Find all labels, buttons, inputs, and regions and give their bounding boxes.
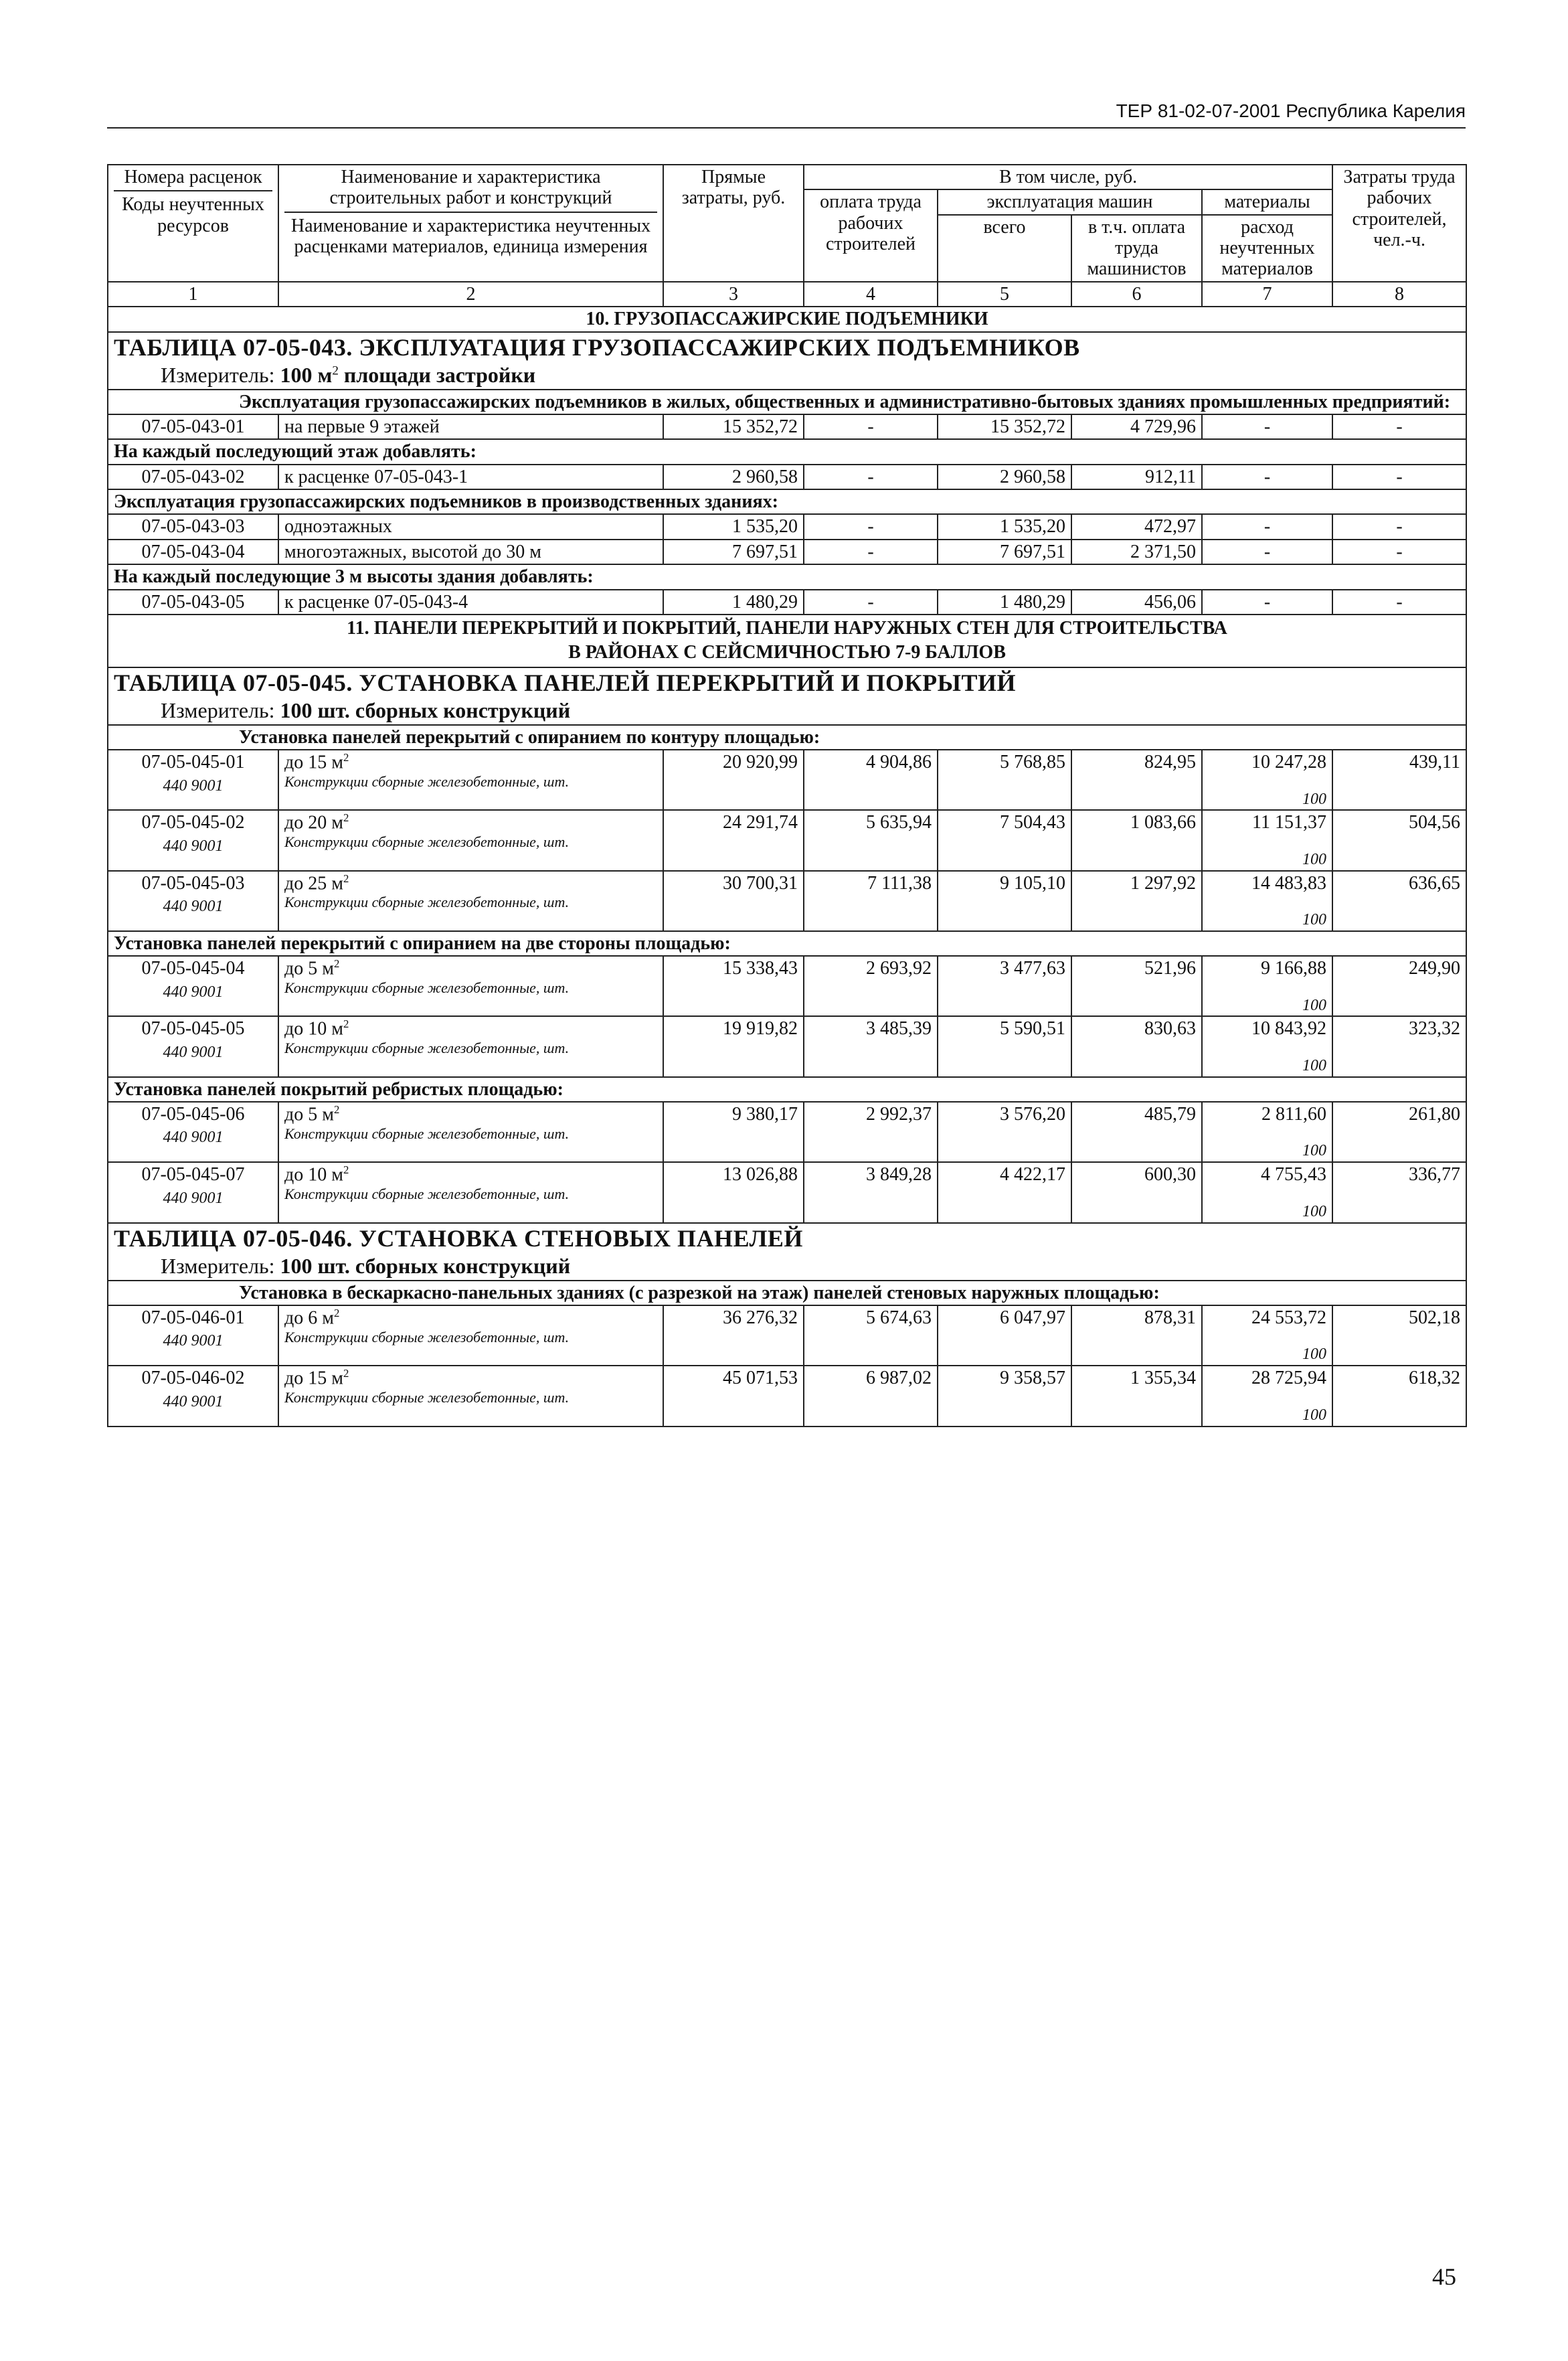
machine-costs: 3 477,63 — [938, 956, 1071, 1016]
table-title: ТАБЛИЦА 07-05-045. УСТАНОВКА ПАНЕЛЕЙ ПЕРЕКРЫТИЙ И ПОКРЫТИЙ — [114, 669, 1016, 696]
column-numbers-row: 1 2 3 4 5 6 7 8 — [108, 282, 1466, 307]
resource-quantity: 100 — [1302, 1056, 1327, 1074]
operator-wages: 1 355,34 — [1071, 1366, 1202, 1426]
table-row: 07-05-043-03 одноэтажных 1 535,20 - 1 535,20 472,97 - - — [108, 514, 1466, 539]
unit-superscript: 2 — [343, 1367, 349, 1380]
resource-name: Конструкции сборные железобетонные, шт. — [284, 1388, 570, 1406]
operator-wages: 878,31 — [1071, 1305, 1202, 1366]
labor-hours: 336,77 — [1332, 1162, 1466, 1222]
header-col7: расход неучтенных материалов — [1202, 215, 1332, 282]
work-name — [284, 873, 657, 894]
rate-code-cell — [108, 956, 278, 1016]
unit-superscript: 2 — [343, 751, 349, 764]
rate-code-cell — [108, 750, 278, 810]
resource-code: 440 9001 — [163, 777, 224, 795]
operator-wages: 521,96 — [1071, 956, 1202, 1016]
materials-cost: 4 755,43 — [1261, 1164, 1327, 1186]
materials-cell — [1202, 1366, 1332, 1426]
section-title: 10. ГРУЗОПАССАЖИРСКИЕ ПОДЪЕМНИКИ — [108, 307, 1466, 331]
materials-cell — [1202, 956, 1332, 1016]
work-name-text: до 15 м — [284, 752, 343, 773]
header-materials: материалы — [1202, 189, 1332, 214]
resource-quantity: 100 — [1302, 790, 1327, 808]
work-name-text: до 6 м — [284, 1307, 334, 1329]
group-heading: Установка панелей перекрытий с опиранием на две стороны площадью: — [108, 931, 1466, 956]
work-name-cell — [278, 1305, 663, 1366]
table-row: 07-05-043-04 многоэтажных, высотой до 30 м 7 697,51 - 7 697,51 2 371,50 - - — [108, 540, 1466, 564]
labor-hours: 249,90 — [1332, 956, 1466, 1016]
labor-hours: 261,80 — [1332, 1102, 1466, 1162]
work-name-cell — [278, 750, 663, 810]
group-heading: Установка панелей покрытий ребристых площадью: — [108, 1077, 1466, 1102]
table-row — [108, 810, 1466, 870]
resource-code: 440 9001 — [163, 1392, 224, 1410]
work-name — [284, 1164, 657, 1186]
work-name — [284, 812, 657, 833]
rate-code: 07-05-045-04 — [141, 958, 245, 979]
measure-unit: Измеритель: 100 шт. сборных конструкций — [161, 698, 571, 722]
measure-unit: Измеритель: 100 $м^2$ площади застройки — [161, 362, 536, 387]
rates-table — [107, 164, 1467, 1427]
work-name — [284, 958, 657, 979]
direct-costs: 20 920,99 — [663, 750, 804, 810]
materials-cell — [1202, 1162, 1332, 1222]
table-row: 07-05-043-02 к расценке 07-05-043-1 2 960,58 - 2 960,58 912,11 - - — [108, 465, 1466, 489]
group-heading: На каждый последующие 3 м высоты здания добавлять: — [108, 564, 1466, 589]
materials-cost: 28 725,94 — [1251, 1368, 1327, 1389]
work-name — [284, 1018, 657, 1040]
unit-superscript: 2 — [333, 1103, 340, 1117]
work-name-cell — [278, 1162, 663, 1222]
materials-cell — [1202, 810, 1332, 870]
direct-costs: 19 919,82 — [663, 1016, 804, 1076]
resource-quantity: 100 — [1302, 1406, 1327, 1424]
materials-cell — [1202, 1305, 1332, 1366]
unit-superscript: 2 — [333, 957, 340, 971]
direct-costs: 30 700,31 — [663, 871, 804, 931]
resource-quantity: 100 — [1302, 996, 1327, 1014]
machine-costs: 7 504,43 — [938, 810, 1071, 870]
direct-costs: 24 291,74 — [663, 810, 804, 870]
table-row — [108, 1162, 1466, 1222]
operator-wages: 1 083,66 — [1071, 810, 1202, 870]
section-title: 11. ПАНЕЛИ ПЕРЕКРЫТИЙ И ПОКРЫТИЙ, ПАНЕЛИ НАРУЖНЫХ СТЕН ДЛЯ СТРОИТЕЛЬСТВА В РАЙОНАХ С СЕЙСМИЧНОСТЬЮ 7-9 БАЛЛОВ — [108, 615, 1466, 667]
work-name — [284, 1368, 657, 1389]
work-name-text: до 5 м — [284, 958, 334, 979]
resource-quantity: 100 — [1302, 1142, 1327, 1160]
rows-group-c — [108, 1102, 1466, 1222]
worker-wages: 5 674,63 — [804, 1305, 938, 1366]
work-name — [284, 752, 657, 773]
resource-name: Конструкции сборные железобетонные, шт. — [284, 1328, 570, 1346]
table-title: ТАБЛИЦА 07-05-043. ЭКСПЛУАТАЦИЯ ГРУЗОПАССАЖИРСКИХ ПОДЪЕМНИКОВ — [114, 333, 1080, 361]
rate-code-cell — [108, 1162, 278, 1222]
worker-wages: 2 992,37 — [804, 1102, 938, 1162]
header-col8: Затраты труда рабочих строителей, чел.-ч. — [1332, 165, 1466, 282]
labor-hours: 618,32 — [1332, 1366, 1466, 1426]
group-heading: Эксплуатация грузопассажирских подъемников в производственных зданиях: — [108, 489, 1466, 514]
work-name-text: до 10 м — [284, 1164, 343, 1186]
machine-costs: 3 576,20 — [938, 1102, 1071, 1162]
resource-quantity: 100 — [1302, 911, 1327, 928]
resource-code: 440 9001 — [163, 983, 224, 1001]
page-number: 45 — [1432, 2263, 1456, 2290]
table-row — [108, 1366, 1466, 1426]
rate-code: 07-05-046-02 — [141, 1368, 245, 1389]
header-col4: оплата труда рабочих строителей — [804, 189, 938, 281]
resource-name: Конструкции сборные железобетонные, шт. — [284, 1185, 570, 1202]
worker-wages: 7 111,38 — [804, 871, 938, 931]
rate-code-cell — [108, 1016, 278, 1076]
rate-code-cell — [108, 810, 278, 870]
resource-name: Конструкции сборные железобетонные, шт. — [284, 1125, 570, 1142]
materials-cell — [1202, 1102, 1332, 1162]
table-header — [108, 165, 1466, 282]
header-col3: Прямые затраты, руб. — [663, 165, 804, 282]
header-including: В том числе, руб. — [804, 165, 1332, 189]
resource-name: Конструкции сборные железобетонные, шт. — [284, 772, 570, 790]
work-name-text: до 10 м — [284, 1018, 343, 1040]
measure-unit: Измеритель: 100 шт. сборных конструкций — [161, 1253, 571, 1278]
header-col1: Номера расценок Коды неучтенных ресурсов — [108, 165, 278, 282]
materials-cell — [1202, 871, 1332, 931]
table-row — [108, 956, 1466, 1016]
running-header: ТЕР 81-02-07-2001 Республика Карелия — [107, 100, 1466, 129]
machine-costs: 5 590,51 — [938, 1016, 1071, 1076]
work-name-text: до 5 м — [284, 1104, 334, 1125]
rate-code: 07-05-045-02 — [141, 812, 245, 833]
resource-quantity: 100 — [1302, 1346, 1327, 1364]
work-name-cell — [278, 871, 663, 931]
work-name — [284, 1307, 657, 1329]
materials-cost: 11 151,37 — [1252, 812, 1327, 833]
rows-group-d — [108, 1305, 1466, 1426]
direct-costs: 15 338,43 — [663, 956, 804, 1016]
work-name-cell — [278, 810, 663, 870]
table-row: 07-05-043-05 к расценке 07-05-043-4 1 480,29 - 1 480,29 456,06 - - — [108, 590, 1466, 615]
worker-wages: 2 693,92 — [804, 956, 938, 1016]
resource-quantity: 100 — [1302, 850, 1327, 868]
worker-wages: 3 485,39 — [804, 1016, 938, 1076]
rows-group-a — [108, 750, 1466, 931]
table-row — [108, 1102, 1466, 1162]
unit-superscript: 2 — [343, 1163, 349, 1177]
resource-name: Конструкции сборные железобетонные, шт. — [284, 1040, 570, 1057]
unit-superscript: 2 — [343, 872, 349, 885]
rate-code: 07-05-046-01 — [141, 1307, 245, 1329]
resource-code: 440 9001 — [163, 1043, 224, 1061]
group-heading: Установка в бескаркасно-панельных зданиях (с разрезкой на этаж) панелей стеновых наружных площадью: — [108, 1281, 1466, 1305]
rate-code: 07-05-045-06 — [141, 1104, 245, 1125]
labor-hours: 504,56 — [1332, 810, 1466, 870]
machine-costs: 9 105,10 — [938, 871, 1071, 931]
operator-wages: 485,79 — [1071, 1102, 1202, 1162]
table-title-block — [108, 667, 1466, 725]
operator-wages: 600,30 — [1071, 1162, 1202, 1222]
header-machines: эксплуатация машин — [938, 189, 1202, 214]
resource-name: Конструкции сборные железобетонные, шт. — [284, 833, 570, 851]
operator-wages: 824,95 — [1071, 750, 1202, 810]
table-row — [108, 871, 1466, 931]
materials-cost: 9 166,88 — [1261, 958, 1327, 979]
work-name-text: до 25 м — [284, 872, 343, 894]
materials-cell — [1202, 1016, 1332, 1076]
header-col5: всего — [938, 215, 1071, 282]
rate-code-cell — [108, 1305, 278, 1366]
labor-hours: 323,32 — [1332, 1016, 1466, 1076]
resource-quantity: 100 — [1302, 1202, 1327, 1220]
resource-code: 440 9001 — [163, 837, 224, 855]
resource-name: Конструкции сборные железобетонные, шт. — [284, 979, 570, 996]
materials-cost: 2 811,60 — [1261, 1104, 1327, 1125]
labor-hours: 636,65 — [1332, 871, 1466, 931]
labor-hours: 439,11 — [1332, 750, 1466, 810]
rate-code: 07-05-045-01 — [141, 752, 245, 773]
table-title: ТАБЛИЦА 07-05-046. УСТАНОВКА СТЕНОВЫХ ПАНЕЛЕЙ — [114, 1224, 803, 1252]
rate-code-cell — [108, 1102, 278, 1162]
work-name-cell — [278, 1102, 663, 1162]
rate-code: 07-05-045-07 — [141, 1164, 245, 1186]
group-heading: На каждый последующий этаж добавлять: — [108, 439, 1466, 464]
worker-wages: 6 987,02 — [804, 1366, 938, 1426]
direct-costs: 9 380,17 — [663, 1102, 804, 1162]
rate-code: 07-05-045-03 — [141, 872, 245, 894]
rate-code: 07-05-045-05 — [141, 1018, 245, 1040]
worker-wages: 5 635,94 — [804, 810, 938, 870]
direct-costs: 45 071,53 — [663, 1366, 804, 1426]
group-heading: Эксплуатация грузопассажирских подъемников в жилых, общественных и административно-бытовых зданиях промышленных предприятий: — [108, 390, 1466, 414]
machine-costs: 6 047,97 — [938, 1305, 1071, 1366]
materials-cost: 24 553,72 — [1251, 1307, 1327, 1329]
work-name-cell — [278, 1016, 663, 1076]
unit-superscript: 2 — [343, 1017, 349, 1031]
operator-wages: 830,63 — [1071, 1016, 1202, 1076]
materials-cost: 14 483,83 — [1251, 872, 1327, 894]
work-name-cell — [278, 956, 663, 1016]
resource-code: 440 9001 — [163, 1129, 224, 1147]
materials-cell — [1202, 750, 1332, 810]
table-title-block — [108, 1223, 1466, 1281]
rows-group-b — [108, 956, 1466, 1076]
rate-code-cell — [108, 1366, 278, 1426]
direct-costs: 36 276,32 — [663, 1305, 804, 1366]
header-col2: Наименование и характеристика строительных работ и конструкций Наименование и характеристика неучтенных расценками материалов, единица измерения — [278, 165, 663, 282]
rate-code-cell — [108, 871, 278, 931]
table-title-block — [108, 332, 1466, 390]
direct-costs: 13 026,88 — [663, 1162, 804, 1222]
machine-costs: 4 422,17 — [938, 1162, 1071, 1222]
table-row — [108, 1305, 1466, 1366]
resource-code: 440 9001 — [163, 898, 224, 915]
table-row — [108, 750, 1466, 810]
unit-superscript: 2 — [333, 1307, 340, 1320]
work-name-cell — [278, 1366, 663, 1426]
resource-code: 440 9001 — [163, 1189, 224, 1207]
work-name — [284, 1104, 657, 1125]
worker-wages: 3 849,28 — [804, 1162, 938, 1222]
worker-wages: 4 904,86 — [804, 750, 938, 810]
work-name-text: до 20 м — [284, 812, 343, 833]
resource-code: 440 9001 — [163, 1332, 224, 1350]
header-col6: в т.ч. оплата труда машинистов — [1071, 215, 1202, 282]
resource-name: Конструкции сборные железобетонные, шт. — [284, 894, 570, 911]
materials-cost: 10 843,92 — [1251, 1018, 1327, 1040]
work-name-text: до 15 м — [284, 1368, 343, 1389]
group-heading: Установка панелей перекрытий с опиранием по контуру площадью: — [108, 725, 1466, 750]
machine-costs: 9 358,57 — [938, 1366, 1071, 1426]
unit-superscript: 2 — [343, 811, 349, 825]
materials-cost: 10 247,28 — [1251, 752, 1327, 773]
operator-wages: 1 297,92 — [1071, 871, 1202, 931]
table-row — [108, 1016, 1466, 1076]
table-row: 07-05-043-01 на первые 9 этажей 15 352,72 - 15 352,72 4 729,96 - - — [108, 414, 1466, 439]
machine-costs: 5 768,85 — [938, 750, 1071, 810]
labor-hours: 502,18 — [1332, 1305, 1466, 1366]
